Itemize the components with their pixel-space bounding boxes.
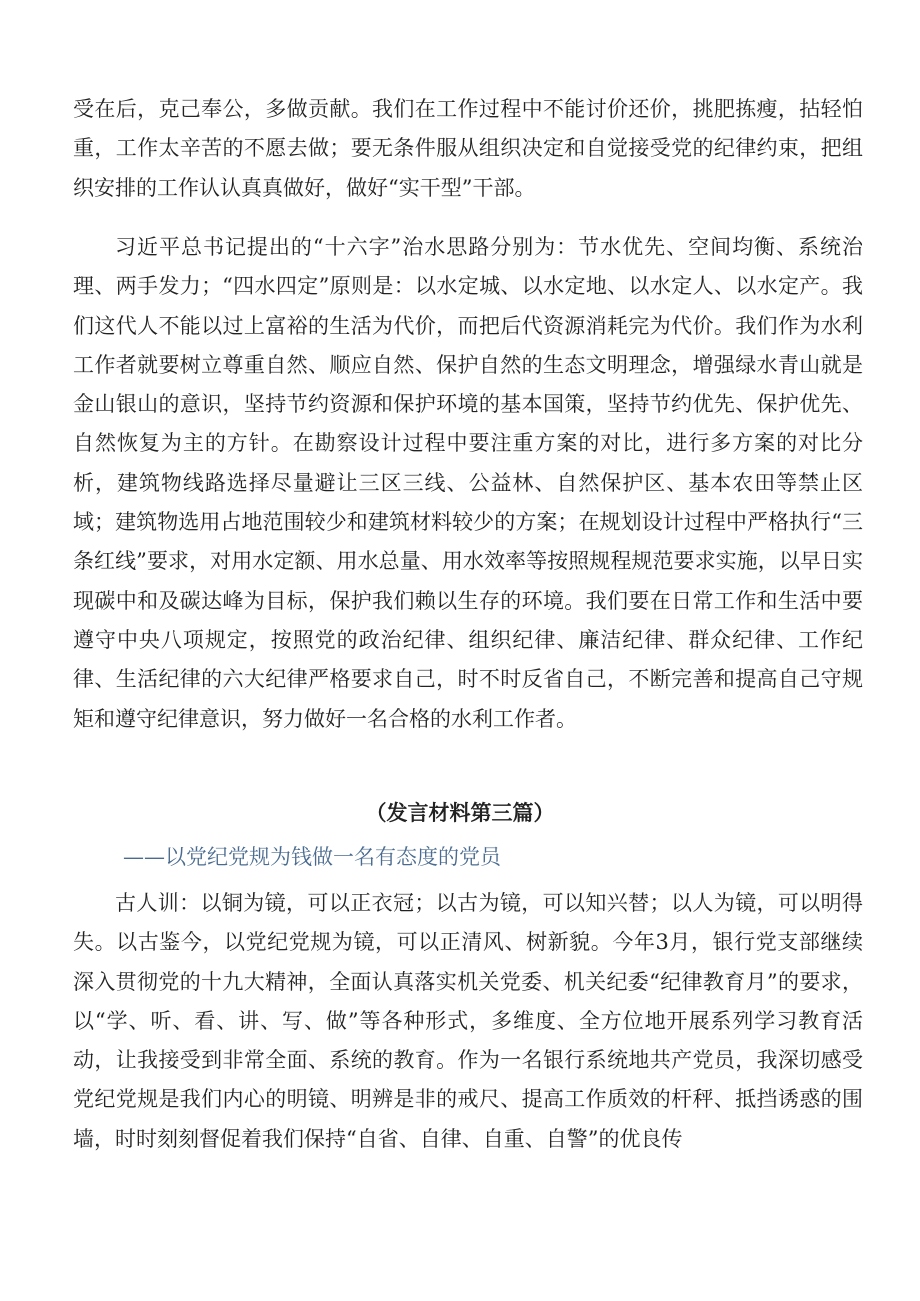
section-subtitle: ——以党纪党规为钱做一名有态度的党员 [123,845,501,869]
body-paragraph: 受在后，克己奉公，多做贡献。我们在工作过程中不能讨价还价，挑肥拣瘦，拈轻怕重，工作太辛苦的不愿去做；要无条件服从组织决定和自觉接受党的纪律约束，把组织安排的工作认认真真做好，做好“实干型”干部。 [73,97,863,200]
body-paragraph: 古人训：以铜为镜，可以正衣冠；以古为镜，可以知兴替；以人为镜，可以明得失。以古鉴今，以党纪党规为镜，可以正清风、树新貌。今年3月，银行党支部继续深入贯彻党的十九大精神，全面认真落实机关党委、机关纪委“纪律教育月”的要求，以“学、听、看、讲、写、做”等各种形式，多维度、全方位地开展系列学习教育活动，让我接受到非常全面、系统的教育。作为一名银行系统地共产党员，我深切感受党纪党规是我们内心的明镜、明辨是非的戒尺、提高工作质效的杆秤、抵挡诱惑的围墙，时时刻刻督促着我们保持“自省、自律、自重、自警”的优良传 [73,891,863,1151]
body-paragraph: 习近平总书记提出的“十六字”治水思路分别为：节水优先、空间均衡、系统治理、两手发力；“四水四定”原则是：以水定城、以水定地、以水定人、以水定产。我们这代人不能以过上富裕的生活为代价，而把后代资源消耗完为代价。我们作为水利工作者就要树立尊重自然、顺应自然、保护自然的生态文明理念，增强绿水青山就是金山银山的意识，坚持节约资源和保护环境的基本国策，坚持节约优先、保护优先、自然恢复为主的方针。在勘察设计过程中要注重方案的对比，进行多方案的对比分析，建筑物线路选择尽量避让三区三线、公益林、自然保护区、基本农田等禁止区域；建筑物选用占地范围较少和建筑材料较少的方案；在规划设计过程中严格执行“三条红线”要求，对用水定额、用水总量、用水效率等按照规程规范要求实施，以早日实现碳中和及碳达峰为目标，保护我们赖以生存的环境。我们要在日常工作和生活中要遵守中央八项规定，按照党的政治纪律、组织纪律、廉洁纪律、群众纪律、工作纪律、生活纪律的六大纪律严格要求自己，时不时反省自己，不断完善和提高自己守规矩和遵守纪律意识，努力做好一名合格的水利工作者。 [73,235,863,731]
section-heading: （发言材料第三篇） [365,800,555,825]
